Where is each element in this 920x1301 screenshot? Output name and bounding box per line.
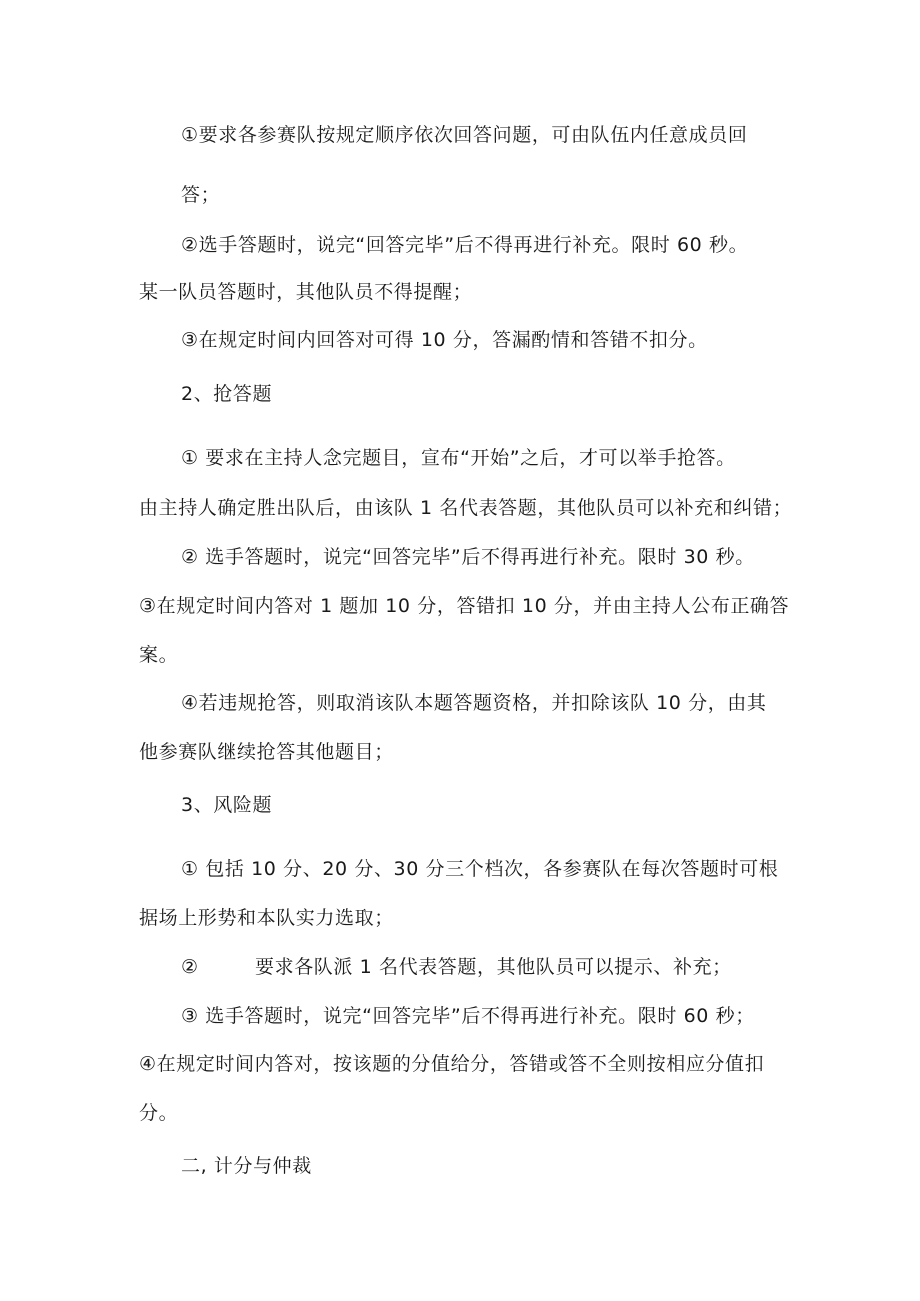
section-heading: 3、风险题 [181,794,273,816]
text-line: ③ 选手答题时，说完“回答完毕”后不得再进行补充。限时 60 秒； [181,1005,755,1027]
text-line: 案。 [139,644,179,666]
text-line: ②选手答题时，说完“回答完毕”后不得再进行补充。限时 60 秒。 [181,234,749,256]
text-line: ① 要求在主持人念完题目，宣布“开始”之后，才可以举手抢答。 [181,447,736,469]
text-line: ④在规定时间内答对，按该题的分值给分，答错或答不全则按相应分值扣 [139,1053,765,1075]
text-line: 答； [181,184,221,206]
text-line: 由主持人确定胜出队后，由该队 1 名代表答题，其他队员可以补充和纠错； [139,497,793,519]
text-line: ①要求各参赛队按规定顺序依次回答问题，可由队伍内任意成员回 [181,124,748,146]
text-line-marker: ② [181,956,199,978]
text-line: ④若违规抢答，则取消该队本题答题资格，并扣除该队 10 分，由其 [181,692,767,714]
text-line: 分。 [139,1102,179,1124]
text-line: ① 包括 10 分、20 分、30 分三个档次，各参赛队在每次答题时可根 [181,858,779,880]
text-line: ③在规定时间内答对 1 题加 10 分，答错扣 10 分，并由主持人公布正确答 [139,595,790,617]
text-line: ② 选手答题时，说完“回答完毕”后不得再进行补充。限时 30 秒。 [181,546,755,568]
text-line: 要求各队派 1 名代表答题，其他队员可以提示、补充； [255,956,732,978]
text-line: ③在规定时间内回答对可得 10 分，答漏酌情和答错不扣分。 [181,329,708,351]
text-line: 某一队员答题时，其他队员不得提醒； [139,281,473,303]
section-heading: 2、抢答题 [181,383,273,405]
section-heading: 二, 计分与仲裁 [181,1155,312,1177]
text-line: 据场上形势和本队实力选取； [139,907,394,929]
text-line: 他参赛队继续抢答其他题目； [139,741,394,763]
